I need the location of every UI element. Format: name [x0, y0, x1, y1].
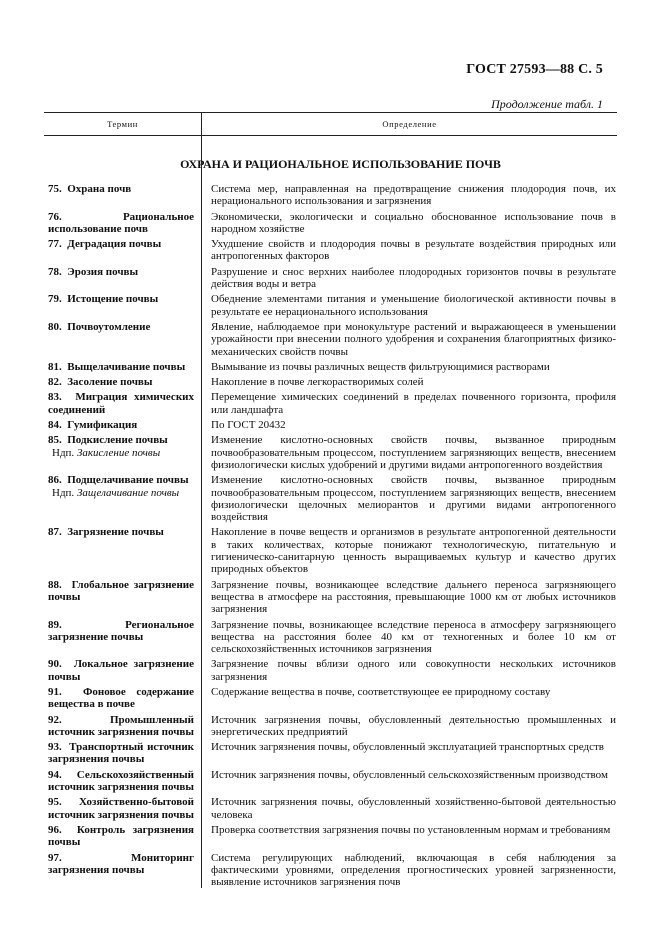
deprecated-term	[48, 447, 194, 459]
term-cell	[44, 796, 202, 821]
term-text: Сельскохозяйственный источник загрязнения почвы	[48, 768, 194, 794]
definition-cell: Источник загрязнения почвы, обусловленный деятельностью промышленных и энергетических предприятий	[211, 713, 616, 738]
term-cell	[44, 852, 202, 889]
term-number: 77.	[48, 238, 62, 251]
table-row	[44, 714, 617, 739]
definition-cell: Экономически, экологически и социально обоснованное использование почв в народном хозяйстве	[211, 210, 616, 235]
definition-cell: Перемещение химических соединений в пределах почвенного горизонта, профиля или ландшафта	[211, 391, 616, 416]
term-cell	[44, 293, 202, 318]
term-text: Гумификация	[67, 419, 138, 432]
term-number: 97.	[48, 851, 62, 864]
term-text: Выщелачивание почвы	[67, 360, 186, 373]
table-row	[44, 376, 617, 388]
definition-cell: Система мер, направленная на предотвращение снижения плодородия почв, их нерационального использования и загрязнения	[211, 183, 616, 208]
term-cell	[44, 391, 202, 416]
page-header-standard: ГОСТ 27593—88 С. 5	[466, 62, 603, 77]
term-text: Засоление почвы	[67, 376, 153, 389]
term-cell	[44, 183, 202, 208]
term-text: Глобальное загрязнение почвы	[48, 578, 195, 603]
table-row	[44, 293, 617, 318]
table-row	[44, 741, 617, 766]
definition-cell: По ГОСТ 20432	[211, 419, 286, 432]
term-cell	[44, 824, 202, 849]
term-number: 84.	[48, 419, 62, 432]
term-text: Транспортный источник загрязнения почвы	[48, 741, 194, 766]
terms-table	[44, 112, 617, 891]
term-text: Истощение почвы	[67, 293, 159, 306]
definition-cell: Изменение кислотно-основных свойств почвы, вызванное природным почвообразовательным процессом, поступлением загрязняющих веществ, внесением физиологически кислых удобрений и другими видами антропогенного воздействия	[211, 434, 616, 471]
term-text: Контроль загрязнения почвы	[48, 823, 194, 849]
table-row	[44, 419, 617, 431]
term-cell	[44, 266, 202, 291]
term-text: Подкисление почвы	[67, 434, 168, 447]
term-number: 80.	[48, 320, 62, 333]
term-text: Фоновое содержание вещества в почве	[48, 685, 194, 711]
term-cell	[44, 714, 202, 739]
term-cell	[44, 579, 202, 616]
term-text: Мониторинг загрязнения почвы	[48, 851, 194, 876]
definition-cell: Изменение кислотно-основных свойств почвы, вызванное природным почвообразовательным процессом, поступлением загрязняющих веществ, внесением физиологически щелочных мелиорантов и другими видами антропогенного воздействия	[211, 474, 616, 524]
term-cell	[44, 526, 202, 575]
table-row	[44, 238, 617, 263]
table-row	[44, 796, 617, 821]
term-number: 96.	[48, 823, 62, 836]
definition-cell: Источник загрязнения почвы, обусловленный сельскохозяйственным производством	[211, 768, 608, 781]
term-number: 93.	[48, 741, 62, 754]
term-number: 88.	[48, 578, 62, 591]
term-text: Локальное загрязнение почвы	[48, 658, 194, 683]
term-text: Промышленный источник загрязнения почвы	[48, 713, 194, 738]
term-cell	[44, 238, 202, 263]
table-row	[44, 266, 617, 291]
term-cell	[44, 211, 202, 236]
definition-cell: Система регулирующих наблюдений, включающая в себя наблюдения за фактическими уровнями, определения прогностических уровней загрязненности, выявление источников загрязнения почв	[211, 851, 616, 889]
term-number: 76.	[48, 210, 62, 223]
section-title: ОХРАНА И РАЦИОНАЛЬНОЕ ИСПОЛЬЗОВАНИЕ ПОЧВ	[180, 157, 501, 171]
definition-cell: Вымывание из почвы различных веществ фильтрующимися растворами	[211, 360, 550, 373]
term-cell	[44, 419, 202, 431]
term-number: 87.	[48, 526, 62, 539]
term-number: 91.	[48, 685, 62, 698]
term-text: Почвоутомление	[67, 320, 151, 333]
definition-cell: Загрязнение почвы, возникающее вследствие переноса в атмосферу загрязняющего вещества на расстояния более 40 км от техногенных и более 10 км от сельскохозяйственных источников загрязнения	[211, 618, 616, 656]
term-text: Подщелачивание почвы	[67, 474, 189, 487]
table-row	[44, 183, 617, 208]
table-row	[44, 824, 617, 849]
term-text: Охрана почв	[67, 183, 132, 195]
term-number: 86.	[48, 474, 62, 487]
definition-cell: Источник загрязнения почвы, обусловленный хозяйственно-бытовой деятельностью человека	[211, 796, 616, 821]
term-cell	[44, 619, 202, 656]
term-number: 89.	[48, 618, 62, 631]
table-continuation-note: Продолжение табл. 1	[491, 97, 603, 111]
definition-cell: Разрушение и снос верхних наиболее плодородных горизонтов почвы в результате действия воды и ветра	[211, 265, 616, 291]
term-number: 94.	[48, 768, 62, 781]
term-number: 95.	[48, 796, 62, 809]
term-cell	[44, 741, 202, 766]
term-number: 92.	[48, 713, 62, 726]
column-header-definition: Определение	[382, 119, 437, 129]
term-number: 79.	[48, 293, 62, 306]
term-cell	[44, 474, 202, 523]
deprecated-label: Ндп.	[52, 486, 75, 499]
term-number: 81.	[48, 360, 62, 373]
header-spacer	[44, 136, 617, 157]
deprecated-term-text: Закисление почвы	[76, 446, 161, 459]
definition-cell: Источник загрязнения почвы, обусловленный эксплуатацией транспортных средств	[211, 741, 604, 754]
term-number: 75.	[48, 183, 62, 195]
term-text: Миграция химических соединений	[48, 391, 194, 416]
definition-cell: Явление, наблюдаемое при монокультуре растений и выражающееся в уменьшении урожайности при внесении полного удобрения и сохранения благоприятных физико-механических свойств почвы	[211, 320, 616, 358]
table-row	[44, 619, 617, 656]
table-row	[44, 686, 617, 711]
definition-cell: Загрязнение почвы вблизи одного или совокупности нескольких источников загрязнения	[211, 658, 616, 683]
deprecated-term-text: Защелачивание почвы	[76, 486, 180, 499]
term-cell	[44, 658, 202, 683]
term-number: 90.	[48, 658, 62, 671]
table-row	[44, 526, 617, 575]
table-row	[44, 434, 617, 471]
term-number: 78.	[48, 265, 62, 278]
term-cell	[44, 361, 202, 373]
deprecated-term	[48, 487, 194, 499]
definition-cell: Обеднение элементами питания и уменьшение биологической активности почвы в результате ее нерационального использования	[211, 293, 616, 318]
term-cell	[44, 321, 202, 358]
definition-cell: Ухудшение свойств и плодородия почвы в результате воздействия природных или антропогенных факторов	[211, 238, 616, 263]
term-text: Региональное загрязнение почвы	[48, 618, 194, 643]
definition-cell: Накопление в почве веществ и организмов в результате антропогенной деятельности в таких количествах, которые понижают технологическую, питательную и гигиеническо-санитарную ценность выращиваемых культур и качество других природных объектов	[211, 526, 616, 576]
term-text: Рациональное использование почв	[48, 210, 194, 235]
term-cell	[44, 434, 202, 471]
table-row	[44, 769, 617, 794]
table-row	[44, 658, 617, 683]
table-row	[44, 579, 617, 616]
table-body	[44, 183, 617, 888]
term-cell	[44, 686, 202, 711]
table-row	[44, 321, 617, 358]
term-text: Эрозия почвы	[67, 265, 139, 278]
definition-cell: Проверка соответствия загрязнения почвы по установленным нормам и требованиям	[211, 823, 611, 836]
definition-cell: Содержание вещества в почве, соответствующее ее природному составу	[211, 685, 551, 698]
term-number: 82.	[48, 376, 62, 389]
term-text: Деградация почвы	[67, 238, 162, 251]
table-row	[44, 211, 617, 236]
column-header-term: Термин	[44, 113, 202, 135]
term-text: Хозяйственно-бытовой источник загрязнения почвы	[48, 796, 194, 821]
term-cell	[44, 769, 202, 794]
term-text: Загрязнение почвы	[67, 526, 164, 539]
definition-cell: Загрязнение почвы, возникающее вследствие дальнего переноса загрязняющего вещества в атмосфере на расстояния, превышающие 1000 км от любых источников загрязнения	[211, 578, 616, 616]
term-cell	[44, 376, 202, 388]
table-row	[44, 361, 617, 373]
term-number: 83.	[48, 391, 62, 404]
table-header-row	[44, 112, 617, 136]
table-row	[44, 391, 617, 416]
definition-cell: Накопление в почве легкорастворимых солей	[211, 376, 424, 389]
deprecated-label: Ндп.	[52, 446, 75, 459]
table-row	[44, 852, 617, 889]
term-number: 85.	[48, 434, 62, 447]
table-row	[44, 474, 617, 523]
